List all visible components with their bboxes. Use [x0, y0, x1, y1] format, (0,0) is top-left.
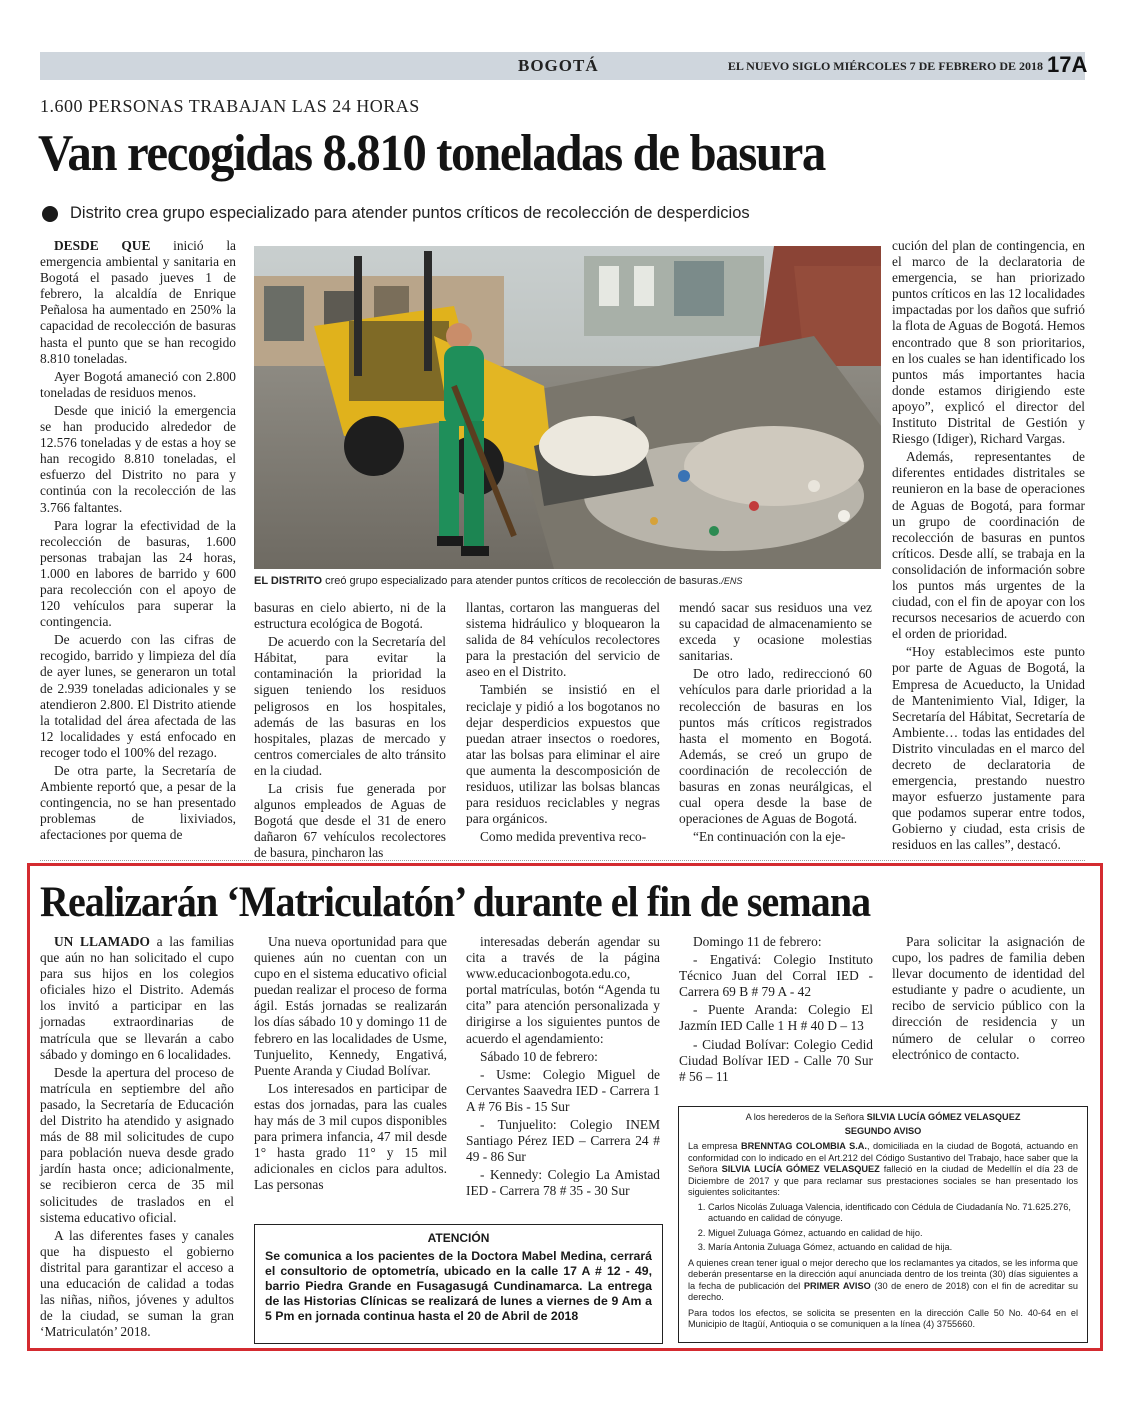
paragraph-text: llantas, cortaron las mangueras del sistema hidráulico y bloquearon la salida de 84 vehículos recolectores para la prestación del servicio de aseo en el Distrito.: [466, 600, 660, 680]
paragraph: [679, 1002, 873, 1034]
paragraph-text: Como medida preventiva reco-: [480, 829, 647, 845]
article1-headline: Van recogidas 8.810 toneladas de basura: [38, 125, 825, 182]
photo-credit: /ENS: [721, 576, 743, 586]
notice-atencion: [254, 1224, 663, 1344]
article1-column-4: [679, 600, 872, 847]
paragraph-text: Una nueva oportunidad para que quienes aún no cuentan con un cupo en el sistema educativo oficial puedan realizar el proceso de forma ágil. Estás jornadas se realizarán los días sábado 10 y domingo 11 de febrero en las localidades de Usme, Tunjuelito, Kennedy, Engativá, Puente Aranda y Ciudad Bolívar.: [254, 934, 447, 1078]
article1-kicker: 1.600 PERSONAS TRABAJAN LAS 24 HORAS: [40, 96, 420, 116]
photo-street-cleanup: [254, 246, 881, 569]
paragraph-text: De otro lado, redireccionó 60 vehículos para darle prioridad a la recolección de basuras en los puntos más críticos registrados hasta el momento en Bogotá. Además, se creó un grupo de coordinación de recolección de basuras en zonas neurálgicas, el cual opera desde la base de operaciones de Aguas de Bogotá.: [679, 666, 872, 827]
claimant-item: 3. María Antonia Zuluaga Gómez, actuando en calidad de hija.: [708, 1242, 1078, 1254]
paragraph: [466, 1067, 660, 1115]
paragraph-text: Los interesados en participar de estas dos jornadas, para las cuales hay más de 3 mil cupos disponibles para primera infancia, 47 mil desde 1° hasta grado 11° y 15 mil adicionales en ciclos para adultos. Las personas: [254, 1080, 447, 1193]
paragraph-text: De acuerdo con las cifras de recogido, barrido y limpieza del día de ayer lunes, se generaron un total de 2.939 toneladas adicionales y se atendieron 2.800. El Distrito atiende la totalidad del área afectada de las 12 localidades y está enfocado en recoger todo el 100% del rezago.: [40, 632, 236, 760]
article2-headline: Realizarán ‘Matriculatón’ durante el fin de semana: [40, 879, 871, 926]
paragraph-text: Desde que inició la emergencia se han producido alrededor de 12.576 toneladas y de estas a hoy se han recogido 8.810 toneladas, el esfuerzo del Distrito no para y continúa con la recolección de las 3.766 faltantes.: [40, 402, 236, 515]
paragraph: [254, 634, 446, 779]
paragraph: [254, 781, 446, 861]
p1-mid: , domiciliada en la ciudad de Bogotá, actuando en conformidad con lo indicado en el Art.212 del Código Sustantivo del Trabajo, hace saber que la Señora: [688, 1141, 1079, 1174]
notice-heirs-line: [688, 1112, 1078, 1124]
article2-column-2: [254, 934, 447, 1196]
paragraph-text: También se insistió en el reciclaje y pidió a los bogotanos no dejar desperdicios expuestos que puedan atraer insectos o roedores, atar las bolsas para eliminar el aire que aumenta la descomposición de residuos, utilizar las bolsas blancas para residuos reciclables y negras para orgánicos.: [466, 682, 660, 827]
paragraph: [254, 600, 446, 632]
notice-atencion-body: Se comunica a los pacientes de la Doctora Mabel Medina, cerrará el consultorio de optometría, ubicado en la calle 17 A # 12 - 49, barrio Piedra Grande en Fusagasugá Cundinamarca. La entrega de las Historias Clínicas se realizará de lunes a viernes de 9 Am a 5 Pm en jornada continua hasta el 20 de Abril de 2018: [265, 1249, 652, 1323]
article1-column-5: [892, 238, 1085, 856]
paragraph: [679, 934, 873, 950]
notice-paragraph-2: [688, 1258, 1078, 1304]
paragraph-text: - Kennedy: Colegio La Amistad IED - Carrera 78 # 35 - 30 Sur: [466, 1167, 660, 1199]
notice-segundo-aviso: [678, 1106, 1088, 1343]
lead-in: UN LLAMADO: [54, 934, 150, 949]
paragraph: [466, 682, 660, 827]
paragraph: [892, 238, 1085, 447]
p1-name: SILVIA LUCÍA GÓMEZ VELASQUEZ: [721, 1164, 880, 1174]
article2-column-3: [466, 934, 660, 1202]
notice-heirs-name: SILVIA LUCÍA GÓMEZ VELASQUEZ: [866, 1112, 1021, 1122]
paragraph-text: cución del plan de contingencia, en el marco de la declaratoria de emergencia, se han priorizado puntos críticos en las 12 localidades impactadas por los daños que sufrió la flota de Aguas de Bogotá. Hemos encontrado que 8 son prioritarios, en los cuales se han identificado los puntos más importantes hacia donde estamos dirigiendo este apoyo”, explicó el director del Instituto Distrital de Gestión y Riesgo (Idiger), Richard Vargas.: [892, 238, 1086, 447]
paragraph-text: - Tunjuelito: Colegio INEM Santiago Pérez IED – Carrera 24 # 49 - 86 Sur: [466, 1117, 660, 1165]
notice-claimants-list: [708, 1202, 1078, 1254]
paragraph-text: a las familias que aún no han solicitado el cupo para sus hijos en los colegios oficiales hizo el Distrito. Además los invitó a participar en las jornadas extraordinarias de matrícula que se llevarán a cabo sábado y domingo en 6 localidades.: [40, 934, 234, 1062]
p2-post: (30 de enero de 2018) con el fin de acreditar su derecho.: [688, 1280, 1078, 1302]
paragraph-text: “Hoy establecimos este punto por parte de Aguas de Bogotá, la Empresa de Acueducto, la Unidad de Mantenimiento Vial, Idiger, la Secretaría del Hábitat, Secretaría de Ambiente… todas las entidades del Distrito vinculadas en el marco del decreto de declaratoria de emergencia, prestando nuestro mayor esfuerzo justamente para que podamos superar entre todos, Gobierno y ciudad, esta crisis de residuos en las calles”, destacó.: [892, 644, 1085, 853]
paragraph: [40, 1065, 234, 1226]
photo-caption: [254, 575, 881, 587]
paragraph: [679, 666, 872, 827]
paragraph-text: La crisis fue generada por algunos empleados de Aguas de Bogotá que desde el 31 de enero dañaron 67 vehículos recolectores de basura, pincharon las: [254, 781, 446, 861]
paragraph: [679, 600, 872, 664]
article1-column-3: [466, 600, 660, 847]
paragraph-text: De acuerdo con la Secretaría del Hábitat, para evitar la contaminación la prioridad la siguen teniendo los residuos peligrosos en los hospitales, además de las basuras en los hospitales, plazas de mercado y centros comerciales de alto tránsito en la ciudad.: [254, 634, 446, 778]
notice-title: SEGUNDO AVISO: [844, 1125, 922, 1136]
p2-pre: A quienes crean tener igual o mejor derecho que los reclamantes ya citados, se les informa que deberán presentarse en la dirección aquí anunciada dentro de los treinta (30) días siguientes a la fecha de publicación del: [688, 1257, 1078, 1291]
section-divider: [40, 860, 1085, 861]
paragraph: [892, 644, 1085, 853]
paragraph-text: Para lograr la efectividad de la recolección de basuras, 1.600 personas trabajan las 24 horas, 1.000 en labores de barrido y 600 para recolección con el apoyo de 120 vehículos para superar la contingencia.: [40, 517, 236, 630]
paragraph: [466, 1117, 660, 1165]
paragraph-text: - Engativá: Colegio Instituto Técnico Juan del Corral IED - Carrera 69 B # 79 A - 42: [679, 952, 873, 1000]
paragraph-text: De otra parte, la Secretaría de Ambiente reportó que, a pesar de la contingencia, no se han presentado problemas de lixiviados, afectaciones por quema de: [40, 763, 236, 843]
paragraph: [466, 600, 660, 680]
p1-company: BRENNTAG COLOMBIA S.A.: [741, 1141, 867, 1151]
notice-paragraph-3: Para todos los efectos, se solicita se presenten en la dirección Calle 50 No. 40-64 en el Municipio de Itagüí, Antioquia o se comuniquen a la línea (4) 3755660.: [688, 1307, 1078, 1329]
lead-in: DESDE QUE: [54, 238, 151, 253]
paper-name: EL NUEVO SIGLO: [727, 59, 831, 73]
article-photo: [254, 246, 881, 569]
paragraph-text: A las diferentes fases y canales que ha dispuesto el gobierno distrital para garantizar el acceso a una educación de calidad a todas las niñas, niños, jóvenes y adultos de la ciudad, se suman la gran ‘Matriculatón’ 2018.: [40, 1227, 234, 1340]
paragraph: [679, 829, 872, 845]
paragraph: [40, 403, 236, 516]
p2-bold: PRIMER AVISO: [803, 1280, 871, 1291]
paragraph-text: Además, representantes de diferentes entidades distritales se reunieron en la base de operaciones de Aguas de Bogotá, para formar un grupo de coordinación de recolección de basuras en puntos críticos. Desde allí, se trabaja en la consolidación de información sobre los puntos más urgentes de la ciudad, con el fin de apoyar con los recursos necesarios de acuerdo con el orden de prioridad.: [892, 449, 1085, 642]
paragraph: [40, 518, 236, 631]
paragraph: [466, 829, 660, 845]
article1-subhead-text: Distrito crea grupo especializado para atender puntos críticos de recolección de desperdicios: [70, 204, 750, 222]
paragraph-text: interesadas deberán agendar su cita a través de la página www.educacionbogota.edu.co, portal matrículas, botón “Agenda tu cita” para atención personalizada y dirigirse a los siguientes puntos de acuerdo el agendamiento:: [466, 934, 660, 1046]
paragraph: [40, 369, 236, 401]
claimant-item: 1. Carlos Nicolás Zuluaga Valencia, identificado con Cédula de Ciudadanía No. 71.625.276, actuando en calidad de cónyuge.: [708, 1202, 1078, 1225]
p1-post: falleció en la ciudad de Medellín el día 23 de Diciembre de 2017 y que para reclamar sus prestaciones sociales se han presentado los siguientes solicitantes:: [688, 1164, 1078, 1197]
paragraph-text: basuras en cielo abierto, ni de la estructura ecológica de Bogotá.: [254, 600, 446, 632]
bullet-icon: [42, 206, 58, 222]
article2-column-5: [892, 934, 1085, 1065]
article2-column-1: [40, 934, 234, 1342]
article2-column-4: [679, 934, 873, 1087]
paragraph: [40, 763, 236, 843]
paragraph-text: Domingo 11 de febrero:: [693, 934, 822, 949]
paragraph: [466, 1049, 660, 1065]
paragraph-text: Desde la apertura del proceso de matrícula en septiembre del año pasado, la Secretaría de Educación del Distrito ha atendido y asignado más de 88 mil solicitudes de cupo para población nueva desde grado jardín hasta once; adicionalmente, se recibieron cerca de 35 mil solicitudes de traslados en el sistema educativo oficial.: [40, 1064, 234, 1225]
paragraph-text: Sábado 10 de febrero:: [480, 1048, 598, 1064]
page-number: 17A: [1047, 52, 1088, 77]
paragraph-text: - Puente Aranda: Colegio El Jazmín IED Calle 1 H # 40 D – 13: [679, 1002, 873, 1034]
paragraph-text: Ayer Bogotá amaneció con 2.800 toneladas de residuos menos.: [40, 368, 236, 400]
paragraph: [892, 449, 1085, 642]
article1-subhead: [42, 204, 750, 223]
p1-pre: La empresa: [688, 1141, 742, 1151]
masthead: [728, 59, 1043, 74]
paragraph-text: - Ciudad Bolívar: Colegio Cedid Ciudad Bolívar IED - Calle 70 Sur # 56 – 11: [679, 1036, 873, 1084]
paragraph-text: mendó sacar sus residuos una vez su capacidad de almacenamiento se exceda y ocasione molestias sanitarias.: [679, 600, 872, 664]
paragraph-text: inició la emergencia ambiental y sanitaria en Bogotá el pasado jueves 1 de febrero, la alcaldía de Enrique Peñalosa ha aumentado en 250% la capacidad de recolección de basuras hasta el punto que se han recogido 8.810 toneladas.: [40, 238, 236, 366]
paragraph: [40, 238, 236, 367]
paragraph: [466, 934, 660, 1047]
paragraph: [892, 934, 1085, 1063]
notice-paragraph-1: [688, 1141, 1078, 1199]
caption-text: creó grupo especializado para atender puntos críticos de recolección de basuras.: [322, 575, 722, 587]
article1-column-1: [40, 238, 236, 845]
paragraph: [40, 934, 234, 1063]
caption-lead: EL DISTRITO: [254, 575, 323, 587]
paragraph-text: Para solicitar la asignación de cupo, los padres de familia deben llevar documento de identidad del estudiante y padre o acudiente, un recibo de servicio público con la dirección de residencia y un número de celular o correo electrónico de contacto.: [892, 934, 1085, 1062]
paragraph: [40, 632, 236, 761]
paragraph: [254, 934, 447, 1079]
paragraph: [40, 1228, 234, 1341]
paragraph: [254, 1081, 447, 1194]
paragraph: [679, 1037, 873, 1085]
paragraph-text: “En continuación con la eje-: [693, 829, 846, 845]
notice-heirs-pre: A los herederos de la Señora: [745, 1112, 867, 1122]
issue-date: MIÉRCOLES 7 DE FEBRERO DE 2018: [833, 59, 1043, 73]
article1-column-2: [254, 600, 446, 864]
paragraph: [466, 1167, 660, 1199]
paragraph: [679, 952, 873, 1000]
paragraph-text: - Usme: Colegio Miguel de Cervantes Saavedra IED - Carrera 1 A # 76 Bis - 15 Sur: [466, 1066, 660, 1114]
notice-atencion-title: ATENCIÓN: [427, 1231, 490, 1245]
section-label: BOGOTÁ: [518, 56, 599, 75]
claimant-item: 2. Miguel Zuluaga Gómez, actuando en calidad de hijo.: [708, 1228, 1078, 1240]
